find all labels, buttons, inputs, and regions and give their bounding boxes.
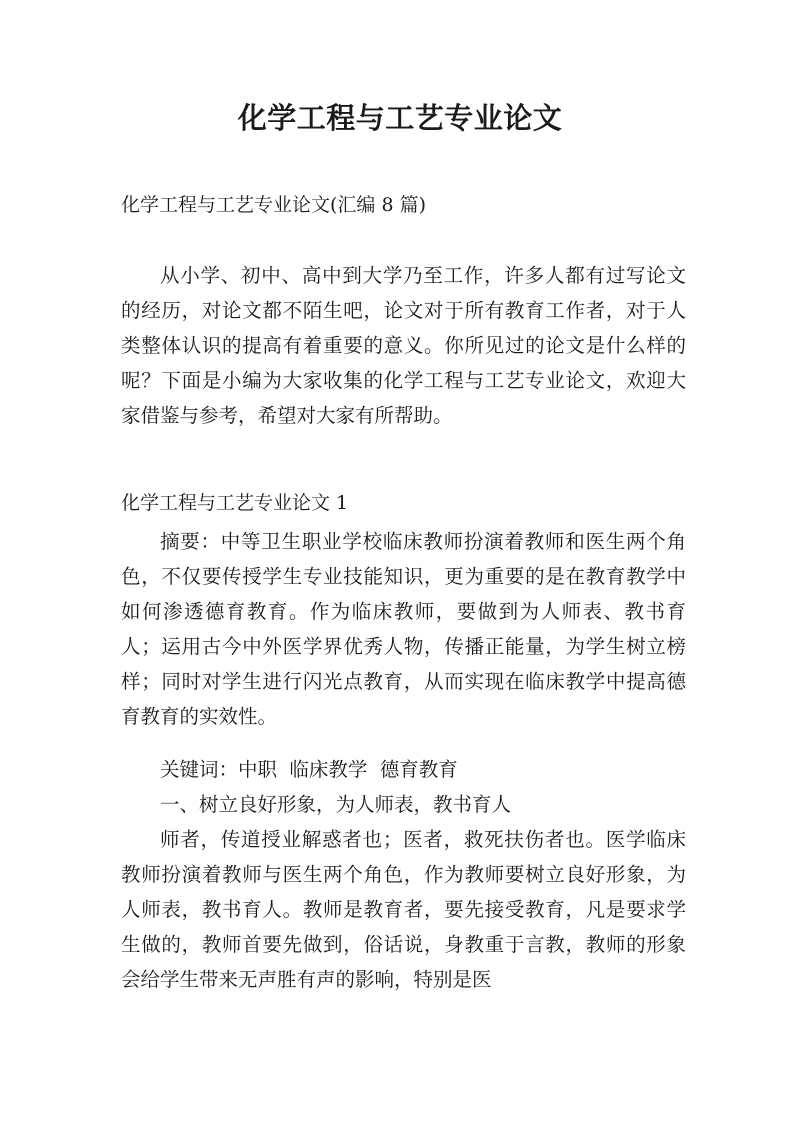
subheading-1: 一、树立良好形象，为人师表，教书育人 bbox=[160, 793, 512, 816]
document-title: 化学工程与工艺专业论文 bbox=[237, 101, 563, 135]
abstract-paragraph: 摘要：中等卫生职业学校临床教师扮演着教师和医生两个角色，不仅要传授学生专业技能知识，更为重要的是在教育教学中如何渗透德育教育。作为临床教师，要做到为人师表、教书育人；运用古今中外医学界优秀人物，传播正能量，为学生树立榜样；同时对学生进行闪光点教育，从而实现在临床教学中提高德育教育的实效性。 bbox=[121, 530, 686, 728]
section-heading: 化学工程与工艺专业论文 1 bbox=[121, 492, 349, 514]
intro-paragraph: 从小学、初中、高中到大学乃至工作，许多人都有过写论文的经历，对论文都不陌生吧，论文对于所有教育工作者，对于人类整体认识的提高有着重要的意义。你所见过的论文是什么样的呢？下面是小编为大家收集的化学工程与工艺专业论文，欢迎大家借鉴与参考，希望对大家有所帮助。 bbox=[121, 264, 686, 427]
document-subtitle: 化学工程与工艺专业论文(汇编 8 篇) bbox=[121, 194, 426, 216]
body-paragraph-1: 师者，传道授业解惑者也；医者，救死扶伤者也。医学临床教师扮演着教师与医生两个角色，作为教师要树立良好形象，为人师表，教书育人。教师是教育者，要先接受教育，凡是要求学生做的，教师首要先做到，俗话说，身教重于言教，教师的形象会给学生带来无声胜有声的影响，特别是医 bbox=[121, 828, 686, 991]
keywords-line: 关键词：中职 临床教学 德育教育 bbox=[160, 758, 458, 781]
